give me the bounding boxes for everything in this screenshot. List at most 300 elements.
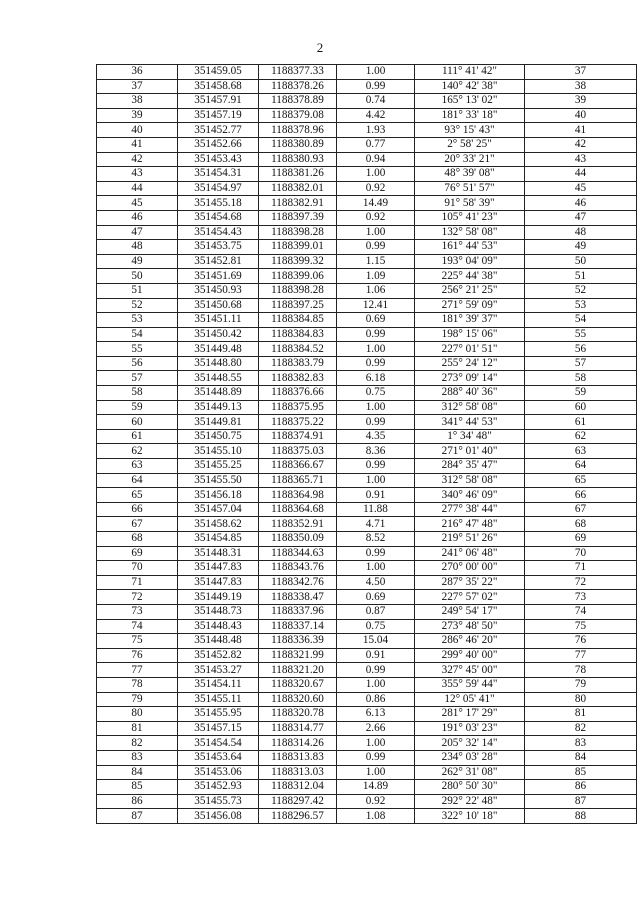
distance-cell: 1.00 bbox=[337, 167, 415, 182]
x-coordinate-cell: 351450.75 bbox=[178, 429, 259, 444]
bearing-cell: 227° 57' 02" bbox=[415, 590, 525, 605]
y-coordinate-cell: 1188383.79 bbox=[259, 356, 337, 371]
point-number-cell: 45 bbox=[97, 196, 178, 211]
point-number-cell: 77 bbox=[97, 663, 178, 678]
x-coordinate-cell: 351457.91 bbox=[178, 94, 259, 109]
bearing-cell: 140° 42' 38" bbox=[415, 79, 525, 94]
x-coordinate-cell: 351455.11 bbox=[178, 692, 259, 707]
next-point-cell: 87 bbox=[525, 794, 637, 809]
y-coordinate-cell: 1188338.47 bbox=[259, 590, 337, 605]
table-row bbox=[97, 473, 637, 488]
table-row bbox=[97, 663, 637, 678]
point-number-cell: 64 bbox=[97, 473, 178, 488]
distance-cell: 15.04 bbox=[337, 634, 415, 649]
y-coordinate-cell: 1188314.26 bbox=[259, 736, 337, 751]
table-row bbox=[97, 254, 637, 269]
x-coordinate-cell: 351455.25 bbox=[178, 459, 259, 474]
next-point-cell: 86 bbox=[525, 780, 637, 795]
table-row bbox=[97, 604, 637, 619]
point-number-cell: 73 bbox=[97, 604, 178, 619]
next-point-cell: 48 bbox=[525, 225, 637, 240]
x-coordinate-cell: 351457.04 bbox=[178, 502, 259, 517]
table-row bbox=[97, 400, 637, 415]
distance-cell: 1.00 bbox=[337, 400, 415, 415]
distance-cell: 0.99 bbox=[337, 663, 415, 678]
table-row bbox=[97, 794, 637, 809]
bearing-cell: 312° 58' 08" bbox=[415, 473, 525, 488]
distance-cell: 12.41 bbox=[337, 298, 415, 313]
next-point-cell: 53 bbox=[525, 298, 637, 313]
bearing-cell: 271° 59' 09" bbox=[415, 298, 525, 313]
next-point-cell: 49 bbox=[525, 240, 637, 255]
x-coordinate-cell: 351448.55 bbox=[178, 371, 259, 386]
x-coordinate-cell: 351456.08 bbox=[178, 809, 259, 824]
next-point-cell: 51 bbox=[525, 269, 637, 284]
next-point-cell: 37 bbox=[525, 65, 637, 80]
point-number-cell: 56 bbox=[97, 356, 178, 371]
y-coordinate-cell: 1188374.91 bbox=[259, 429, 337, 444]
y-coordinate-cell: 1188312.04 bbox=[259, 780, 337, 795]
y-coordinate-cell: 1188380.89 bbox=[259, 137, 337, 152]
y-coordinate-cell: 1188398.28 bbox=[259, 225, 337, 240]
y-coordinate-cell: 1188384.83 bbox=[259, 327, 337, 342]
y-coordinate-cell: 1188366.67 bbox=[259, 459, 337, 474]
bearing-cell: 273° 09' 14" bbox=[415, 371, 525, 386]
y-coordinate-cell: 1188399.32 bbox=[259, 254, 337, 269]
table-row bbox=[97, 707, 637, 722]
y-coordinate-cell: 1188313.03 bbox=[259, 765, 337, 780]
y-coordinate-cell: 1188320.78 bbox=[259, 707, 337, 722]
point-number-cell: 44 bbox=[97, 181, 178, 196]
point-number-cell: 41 bbox=[97, 137, 178, 152]
table-row bbox=[97, 269, 637, 284]
table-row bbox=[97, 721, 637, 736]
table-row bbox=[97, 94, 637, 109]
x-coordinate-cell: 351458.62 bbox=[178, 517, 259, 532]
distance-cell: 8.52 bbox=[337, 532, 415, 547]
distance-cell: 1.00 bbox=[337, 342, 415, 357]
bearing-cell: 205° 32' 14" bbox=[415, 736, 525, 751]
point-number-cell: 65 bbox=[97, 488, 178, 503]
distance-cell: 0.99 bbox=[337, 327, 415, 342]
x-coordinate-cell: 351447.83 bbox=[178, 575, 259, 590]
next-point-cell: 67 bbox=[525, 502, 637, 517]
point-number-cell: 54 bbox=[97, 327, 178, 342]
table-row bbox=[97, 677, 637, 692]
next-point-cell: 71 bbox=[525, 561, 637, 576]
next-point-cell: 77 bbox=[525, 648, 637, 663]
next-point-cell: 78 bbox=[525, 663, 637, 678]
bearing-cell: 48° 39' 08" bbox=[415, 167, 525, 182]
table-row bbox=[97, 736, 637, 751]
point-number-cell: 51 bbox=[97, 283, 178, 298]
point-number-cell: 70 bbox=[97, 561, 178, 576]
bearing-cell: 271° 01' 40" bbox=[415, 444, 525, 459]
next-point-cell: 56 bbox=[525, 342, 637, 357]
y-coordinate-cell: 1188378.89 bbox=[259, 94, 337, 109]
bearing-cell: 198° 15' 06" bbox=[415, 327, 525, 342]
next-point-cell: 46 bbox=[525, 196, 637, 211]
next-point-cell: 62 bbox=[525, 429, 637, 444]
bearing-cell: 262° 31' 08" bbox=[415, 765, 525, 780]
next-point-cell: 59 bbox=[525, 386, 637, 401]
point-number-cell: 42 bbox=[97, 152, 178, 167]
distance-cell: 0.75 bbox=[337, 619, 415, 634]
point-number-cell: 37 bbox=[97, 79, 178, 94]
x-coordinate-cell: 351448.31 bbox=[178, 546, 259, 561]
bearing-cell: 181° 33' 18" bbox=[415, 108, 525, 123]
y-coordinate-cell: 1188397.25 bbox=[259, 298, 337, 313]
x-coordinate-cell: 351454.43 bbox=[178, 225, 259, 240]
point-number-cell: 50 bbox=[97, 269, 178, 284]
table-row bbox=[97, 196, 637, 211]
point-number-cell: 85 bbox=[97, 780, 178, 795]
table-row bbox=[97, 648, 637, 663]
next-point-cell: 44 bbox=[525, 167, 637, 182]
bearing-cell: 280° 50' 30" bbox=[415, 780, 525, 795]
next-point-cell: 47 bbox=[525, 210, 637, 225]
point-number-cell: 80 bbox=[97, 707, 178, 722]
y-coordinate-cell: 1188320.60 bbox=[259, 692, 337, 707]
page-number: 2 bbox=[316, 40, 324, 55]
bearing-cell: 20° 33' 21" bbox=[415, 152, 525, 167]
next-point-cell: 60 bbox=[525, 400, 637, 415]
x-coordinate-cell: 351452.82 bbox=[178, 648, 259, 663]
x-coordinate-cell: 351449.81 bbox=[178, 415, 259, 430]
point-number-cell: 68 bbox=[97, 532, 178, 547]
point-number-cell: 58 bbox=[97, 386, 178, 401]
next-point-cell: 79 bbox=[525, 677, 637, 692]
next-point-cell: 80 bbox=[525, 692, 637, 707]
distance-cell: 6.13 bbox=[337, 707, 415, 722]
next-point-cell: 81 bbox=[525, 707, 637, 722]
table-row bbox=[97, 619, 637, 634]
next-point-cell: 54 bbox=[525, 313, 637, 328]
distance-cell: 2.66 bbox=[337, 721, 415, 736]
table-row bbox=[97, 167, 637, 182]
distance-cell: 0.69 bbox=[337, 590, 415, 605]
bearing-cell: 105° 41' 23" bbox=[415, 210, 525, 225]
point-number-cell: 72 bbox=[97, 590, 178, 605]
bearing-cell: 281° 17' 29" bbox=[415, 707, 525, 722]
table-row bbox=[97, 210, 637, 225]
table-row bbox=[97, 692, 637, 707]
x-coordinate-cell: 351452.66 bbox=[178, 137, 259, 152]
distance-cell: 0.92 bbox=[337, 794, 415, 809]
distance-cell: 0.87 bbox=[337, 604, 415, 619]
y-coordinate-cell: 1188344.63 bbox=[259, 546, 337, 561]
table-row bbox=[97, 137, 637, 152]
next-point-cell: 57 bbox=[525, 356, 637, 371]
distance-cell: 0.99 bbox=[337, 240, 415, 255]
x-coordinate-cell: 351453.75 bbox=[178, 240, 259, 255]
table-row bbox=[97, 356, 637, 371]
next-point-cell: 72 bbox=[525, 575, 637, 590]
table-row bbox=[97, 575, 637, 590]
table-row bbox=[97, 283, 637, 298]
next-point-cell: 45 bbox=[525, 181, 637, 196]
bearing-cell: 287° 35' 22" bbox=[415, 575, 525, 590]
point-number-cell: 46 bbox=[97, 210, 178, 225]
bearing-cell: 327° 45' 00" bbox=[415, 663, 525, 678]
table-row bbox=[97, 240, 637, 255]
table-row bbox=[97, 181, 637, 196]
next-point-cell: 43 bbox=[525, 152, 637, 167]
y-coordinate-cell: 1188381.26 bbox=[259, 167, 337, 182]
point-number-cell: 39 bbox=[97, 108, 178, 123]
table-row bbox=[97, 415, 637, 430]
point-number-cell: 81 bbox=[97, 721, 178, 736]
bearing-cell: 241° 06' 48" bbox=[415, 546, 525, 561]
bearing-cell: 256° 21' 25" bbox=[415, 283, 525, 298]
next-point-cell: 64 bbox=[525, 459, 637, 474]
y-coordinate-cell: 1188352.91 bbox=[259, 517, 337, 532]
bearing-cell: 284° 35' 47" bbox=[415, 459, 525, 474]
point-number-cell: 67 bbox=[97, 517, 178, 532]
table-row bbox=[97, 459, 637, 474]
distance-cell: 4.35 bbox=[337, 429, 415, 444]
next-point-cell: 63 bbox=[525, 444, 637, 459]
bearing-cell: 355° 59' 44" bbox=[415, 677, 525, 692]
bearing-cell: 191° 03' 23" bbox=[415, 721, 525, 736]
bearing-cell: 1° 34' 48" bbox=[415, 429, 525, 444]
table-row bbox=[97, 371, 637, 386]
distance-cell: 0.99 bbox=[337, 750, 415, 765]
table-row bbox=[97, 488, 637, 503]
x-coordinate-cell: 351449.13 bbox=[178, 400, 259, 415]
y-coordinate-cell: 1188399.06 bbox=[259, 269, 337, 284]
x-coordinate-cell: 351451.69 bbox=[178, 269, 259, 284]
y-coordinate-cell: 1188337.14 bbox=[259, 619, 337, 634]
y-coordinate-cell: 1188375.95 bbox=[259, 400, 337, 415]
point-number-cell: 43 bbox=[97, 167, 178, 182]
x-coordinate-cell: 351448.80 bbox=[178, 356, 259, 371]
table-row bbox=[97, 517, 637, 532]
next-point-cell: 61 bbox=[525, 415, 637, 430]
next-point-cell: 40 bbox=[525, 108, 637, 123]
next-point-cell: 84 bbox=[525, 750, 637, 765]
point-number-cell: 62 bbox=[97, 444, 178, 459]
y-coordinate-cell: 1188398.28 bbox=[259, 283, 337, 298]
distance-cell: 1.06 bbox=[337, 283, 415, 298]
distance-cell: 0.77 bbox=[337, 137, 415, 152]
point-number-cell: 40 bbox=[97, 123, 178, 138]
distance-cell: 1.09 bbox=[337, 269, 415, 284]
y-coordinate-cell: 1188364.68 bbox=[259, 502, 337, 517]
next-point-cell: 76 bbox=[525, 634, 637, 649]
point-number-cell: 36 bbox=[97, 65, 178, 80]
distance-cell: 0.99 bbox=[337, 415, 415, 430]
x-coordinate-cell: 351458.68 bbox=[178, 79, 259, 94]
x-coordinate-cell: 351457.15 bbox=[178, 721, 259, 736]
distance-cell: 4.71 bbox=[337, 517, 415, 532]
coordinates-table-body bbox=[97, 65, 637, 824]
x-coordinate-cell: 351448.43 bbox=[178, 619, 259, 634]
point-number-cell: 84 bbox=[97, 765, 178, 780]
next-point-cell: 69 bbox=[525, 532, 637, 547]
x-coordinate-cell: 351453.43 bbox=[178, 152, 259, 167]
bearing-cell: 286° 46' 20" bbox=[415, 634, 525, 649]
x-coordinate-cell: 351457.19 bbox=[178, 108, 259, 123]
bearing-cell: 322° 10' 18" bbox=[415, 809, 525, 824]
x-coordinate-cell: 351449.19 bbox=[178, 590, 259, 605]
x-coordinate-cell: 351449.48 bbox=[178, 342, 259, 357]
x-coordinate-cell: 351450.42 bbox=[178, 327, 259, 342]
point-number-cell: 71 bbox=[97, 575, 178, 590]
distance-cell: 0.69 bbox=[337, 313, 415, 328]
table-row bbox=[97, 634, 637, 649]
table-row bbox=[97, 561, 637, 576]
y-coordinate-cell: 1188314.77 bbox=[259, 721, 337, 736]
point-number-cell: 82 bbox=[97, 736, 178, 751]
x-coordinate-cell: 351454.31 bbox=[178, 167, 259, 182]
y-coordinate-cell: 1188364.98 bbox=[259, 488, 337, 503]
x-coordinate-cell: 351450.93 bbox=[178, 283, 259, 298]
point-number-cell: 49 bbox=[97, 254, 178, 269]
distance-cell: 14.89 bbox=[337, 780, 415, 795]
distance-cell: 1.00 bbox=[337, 736, 415, 751]
bearing-cell: 2° 58' 25" bbox=[415, 137, 525, 152]
point-number-cell: 83 bbox=[97, 750, 178, 765]
x-coordinate-cell: 351455.73 bbox=[178, 794, 259, 809]
x-coordinate-cell: 351454.68 bbox=[178, 210, 259, 225]
point-number-cell: 47 bbox=[97, 225, 178, 240]
point-number-cell: 63 bbox=[97, 459, 178, 474]
table-row bbox=[97, 123, 637, 138]
table-row bbox=[97, 590, 637, 605]
y-coordinate-cell: 1188399.01 bbox=[259, 240, 337, 255]
bearing-cell: 255° 24' 12" bbox=[415, 356, 525, 371]
y-coordinate-cell: 1188313.83 bbox=[259, 750, 337, 765]
y-coordinate-cell: 1188343.76 bbox=[259, 561, 337, 576]
distance-cell: 1.93 bbox=[337, 123, 415, 138]
y-coordinate-cell: 1188296.57 bbox=[259, 809, 337, 824]
distance-cell: 0.94 bbox=[337, 152, 415, 167]
x-coordinate-cell: 351452.77 bbox=[178, 123, 259, 138]
x-coordinate-cell: 351447.83 bbox=[178, 561, 259, 576]
bearing-cell: 270° 00' 00" bbox=[415, 561, 525, 576]
distance-cell: 0.86 bbox=[337, 692, 415, 707]
table-row bbox=[97, 108, 637, 123]
bearing-cell: 12° 05' 41" bbox=[415, 692, 525, 707]
y-coordinate-cell: 1188377.33 bbox=[259, 65, 337, 80]
y-coordinate-cell: 1188384.85 bbox=[259, 313, 337, 328]
y-coordinate-cell: 1188342.76 bbox=[259, 575, 337, 590]
x-coordinate-cell: 351455.50 bbox=[178, 473, 259, 488]
table-row bbox=[97, 386, 637, 401]
point-number-cell: 75 bbox=[97, 634, 178, 649]
next-point-cell: 88 bbox=[525, 809, 637, 824]
point-number-cell: 74 bbox=[97, 619, 178, 634]
next-point-cell: 70 bbox=[525, 546, 637, 561]
point-number-cell: 55 bbox=[97, 342, 178, 357]
next-point-cell: 41 bbox=[525, 123, 637, 138]
next-point-cell: 38 bbox=[525, 79, 637, 94]
x-coordinate-cell: 351453.06 bbox=[178, 765, 259, 780]
bearing-cell: 219° 51' 26" bbox=[415, 532, 525, 547]
next-point-cell: 74 bbox=[525, 604, 637, 619]
x-coordinate-cell: 351459.05 bbox=[178, 65, 259, 80]
x-coordinate-cell: 351448.48 bbox=[178, 634, 259, 649]
distance-cell: 1.00 bbox=[337, 765, 415, 780]
distance-cell: 4.42 bbox=[337, 108, 415, 123]
next-point-cell: 75 bbox=[525, 619, 637, 634]
table-row bbox=[97, 809, 637, 824]
distance-cell: 4.50 bbox=[337, 575, 415, 590]
x-coordinate-cell: 351453.27 bbox=[178, 663, 259, 678]
bearing-cell: 181° 39' 37" bbox=[415, 313, 525, 328]
table-row bbox=[97, 65, 637, 80]
distance-cell: 0.91 bbox=[337, 648, 415, 663]
distance-cell: 0.74 bbox=[337, 94, 415, 109]
table-row bbox=[97, 327, 637, 342]
bearing-cell: 165° 13' 02" bbox=[415, 94, 525, 109]
point-number-cell: 52 bbox=[97, 298, 178, 313]
next-point-cell: 42 bbox=[525, 137, 637, 152]
distance-cell: 0.99 bbox=[337, 356, 415, 371]
next-point-cell: 66 bbox=[525, 488, 637, 503]
coordinates-table bbox=[96, 64, 637, 824]
point-number-cell: 86 bbox=[97, 794, 178, 809]
point-number-cell: 78 bbox=[97, 677, 178, 692]
bearing-cell: 93° 15' 43" bbox=[415, 123, 525, 138]
y-coordinate-cell: 1188382.91 bbox=[259, 196, 337, 211]
next-point-cell: 73 bbox=[525, 590, 637, 605]
x-coordinate-cell: 351448.73 bbox=[178, 604, 259, 619]
x-coordinate-cell: 351454.85 bbox=[178, 532, 259, 547]
next-point-cell: 52 bbox=[525, 283, 637, 298]
next-point-cell: 83 bbox=[525, 736, 637, 751]
next-point-cell: 55 bbox=[525, 327, 637, 342]
distance-cell: 1.15 bbox=[337, 254, 415, 269]
y-coordinate-cell: 1188382.83 bbox=[259, 371, 337, 386]
point-number-cell: 79 bbox=[97, 692, 178, 707]
y-coordinate-cell: 1188320.67 bbox=[259, 677, 337, 692]
y-coordinate-cell: 1188297.42 bbox=[259, 794, 337, 809]
bearing-cell: 292° 22' 48" bbox=[415, 794, 525, 809]
y-coordinate-cell: 1188321.99 bbox=[259, 648, 337, 663]
x-coordinate-cell: 351454.11 bbox=[178, 677, 259, 692]
bearing-cell: 91° 58' 39" bbox=[415, 196, 525, 211]
x-coordinate-cell: 351455.95 bbox=[178, 707, 259, 722]
distance-cell: 0.91 bbox=[337, 488, 415, 503]
distance-cell: 1.00 bbox=[337, 473, 415, 488]
distance-cell: 1.00 bbox=[337, 225, 415, 240]
y-coordinate-cell: 1188350.09 bbox=[259, 532, 337, 547]
point-number-cell: 66 bbox=[97, 502, 178, 517]
y-coordinate-cell: 1188379.08 bbox=[259, 108, 337, 123]
point-number-cell: 69 bbox=[97, 546, 178, 561]
distance-cell: 0.99 bbox=[337, 459, 415, 474]
next-point-cell: 68 bbox=[525, 517, 637, 532]
bearing-cell: 227° 01' 51" bbox=[415, 342, 525, 357]
bearing-cell: 225° 44' 38" bbox=[415, 269, 525, 284]
y-coordinate-cell: 1188382.01 bbox=[259, 181, 337, 196]
distance-cell: 1.00 bbox=[337, 561, 415, 576]
bearing-cell: 288° 40' 36" bbox=[415, 386, 525, 401]
distance-cell: 1.08 bbox=[337, 809, 415, 824]
distance-cell: 14.49 bbox=[337, 196, 415, 211]
next-point-cell: 82 bbox=[525, 721, 637, 736]
point-number-cell: 60 bbox=[97, 415, 178, 430]
x-coordinate-cell: 351451.11 bbox=[178, 313, 259, 328]
point-number-cell: 87 bbox=[97, 809, 178, 824]
bearing-cell: 132° 58' 08" bbox=[415, 225, 525, 240]
next-point-cell: 39 bbox=[525, 94, 637, 109]
x-coordinate-cell: 351454.54 bbox=[178, 736, 259, 751]
y-coordinate-cell: 1188365.71 bbox=[259, 473, 337, 488]
y-coordinate-cell: 1188378.26 bbox=[259, 79, 337, 94]
